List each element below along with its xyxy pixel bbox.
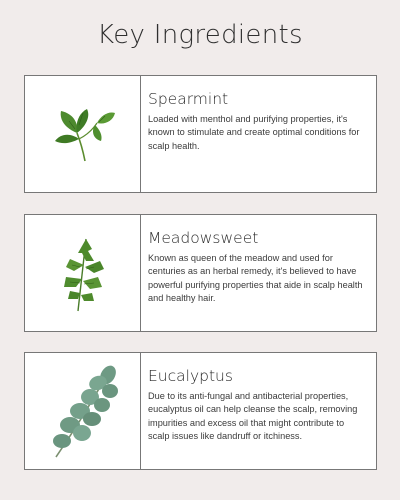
ingredient-body [141, 353, 376, 469]
ingredient-image [25, 76, 141, 192]
ingredient-image [25, 215, 141, 331]
ingredient-body [141, 76, 376, 192]
ingredient-image [25, 353, 141, 469]
ingredient-name: Meadowsweet [148, 229, 259, 247]
ingredient-card-eucalyptus [24, 352, 377, 470]
ingredient-name: Eucalyptus [148, 367, 233, 385]
meadowsweet-leaf-icon [48, 231, 118, 315]
eucalyptus-branch-icon [38, 361, 128, 461]
ingredient-name: Spearmint [148, 90, 229, 108]
ingredient-body [141, 215, 376, 331]
ingredient-description: Known as queen of the meadow and used for centuries as an herbal remedy, it's believed to have powerful purifying properties that aide in scalp health and healthy hair. [148, 253, 363, 303]
ingredient-card-spearmint [24, 75, 377, 193]
spearmint-leaf-icon [43, 99, 123, 169]
ingredient-card-meadowsweet [24, 214, 377, 332]
ingredient-description: Loaded with menthol and purifying properties, it's known to stimulate and create optimal conditions for scalp health. [148, 114, 360, 151]
ingredient-description: Due to its anti-fungal and antibacterial properties, eucalyptus oil can help cleanse the scalp, removing impurities and excess oil that might contribute to scalp issues like dandruff or itchiness. [148, 391, 358, 441]
page-title: Key Ingredients [97, 20, 303, 50]
